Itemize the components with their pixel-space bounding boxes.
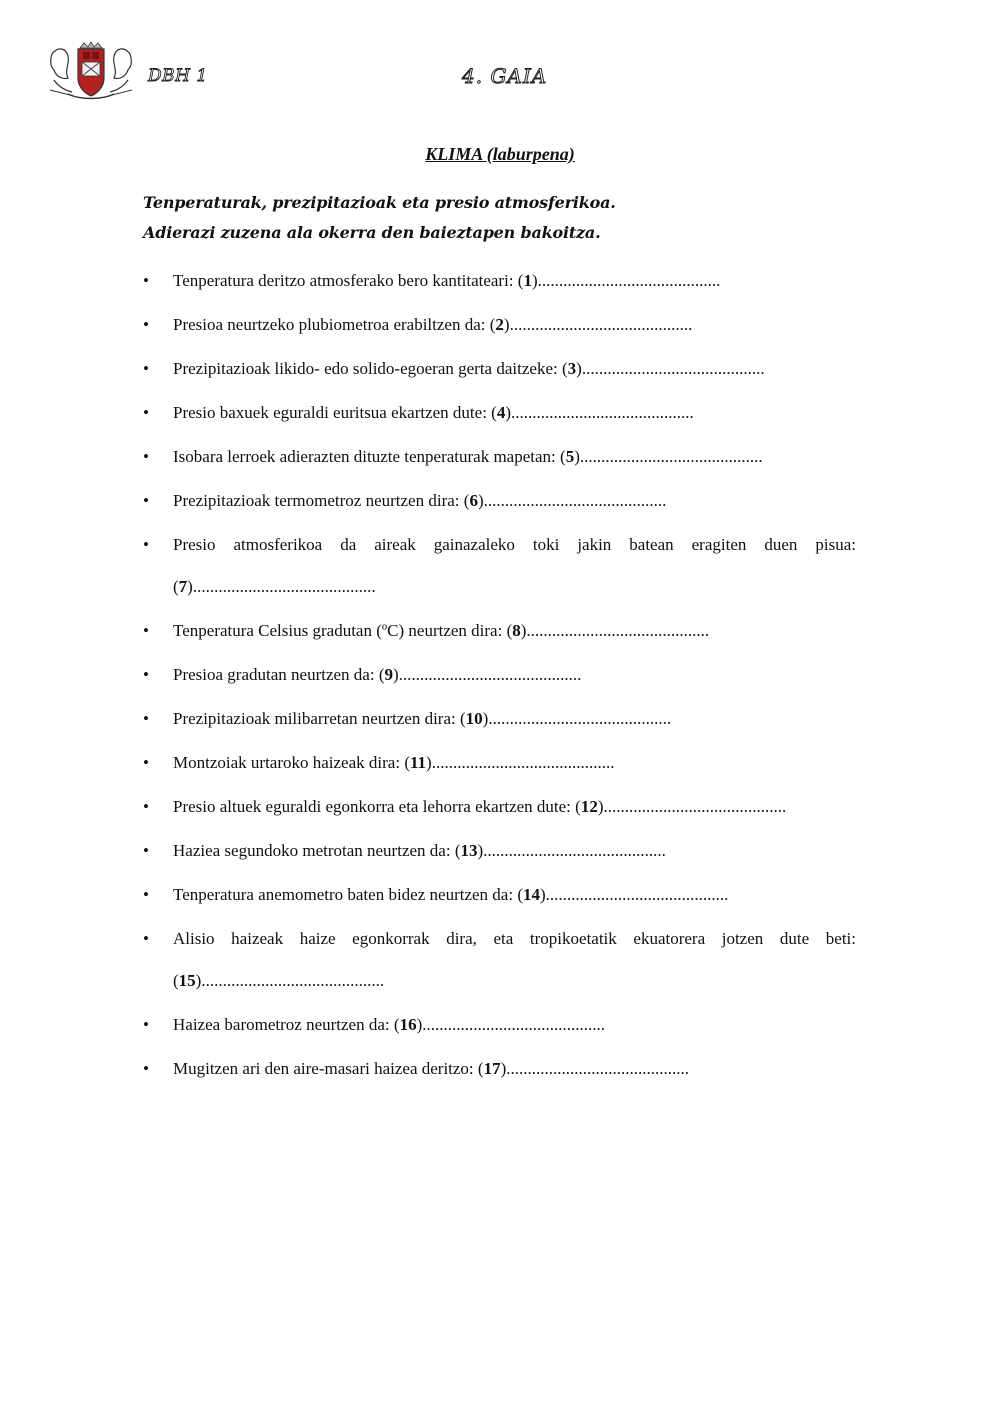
answer-blank[interactable]: ........................................... [483, 491, 667, 510]
subtitle-instruction: Adierazi zuzena ala okerra den baieztapen bakoitza. [143, 223, 601, 242]
bullet-icon: • [143, 885, 149, 904]
statement-text: Presioa gradutan neurtzen da: [173, 665, 379, 684]
answer-blank[interactable]: ........................................... [603, 797, 787, 816]
bullet-icon: • [143, 797, 149, 816]
statement-item: • Prezipitazioak milibarretan neurtzen dira: (10)........................................... [143, 709, 672, 728]
statement-number: 17 [483, 1059, 501, 1078]
answer-blank[interactable]: ........................................... [201, 971, 385, 990]
bullet-icon: • [143, 315, 149, 334]
statement-text: Tenperatura deritzo atmosferako bero kantitateari: [173, 271, 518, 290]
bullet-icon: • [143, 403, 149, 422]
statement-item: • Presio baxuek eguraldi euritsua ekartzen dute: (4)........................................... [143, 403, 694, 422]
statement-text: Prezipitazioak termometroz neurtzen dira: [173, 491, 464, 510]
statement-number: 8 [512, 621, 521, 640]
statement-number: 3 [567, 359, 577, 378]
statement-text: Presio baxuek eguraldi euritsua ekartzen dute: [173, 403, 492, 422]
statement-text: Presio atmosferikoa da aireak gainazaleko toki jakin batean eragiten duen pisua: [173, 535, 856, 554]
answer-blank[interactable]: ........................................... [431, 753, 615, 772]
statement-text: Mugitzen ari den aire-masari haizea deritzo: [173, 1059, 478, 1078]
answer-blank[interactable]: ........................................... [422, 1015, 605, 1034]
statement-number: 16 [399, 1015, 417, 1034]
statement-text: Tenperatura anemometro baten bidez neurtzen da: [173, 885, 518, 904]
statement-number: 13 [460, 841, 478, 860]
statement-text: Montzoiak urtaroko haizeak dira: [173, 753, 405, 772]
statement-text: Isobara lerroek adierazten dituzte tenperaturak mapetan: [173, 447, 561, 466]
statement-text: Haziea segundoko metrotan neurtzen da: [173, 841, 455, 860]
bullet-icon: • [143, 841, 149, 860]
statement-number: 5 [565, 447, 575, 466]
answer-blank[interactable]: ........................................... [509, 315, 693, 334]
answer-blank[interactable]: ........................................... [483, 841, 666, 860]
statement-number: 11 [409, 753, 427, 772]
statement-item: • Presioa gradutan neurtzen da: (9)........................................... [143, 665, 582, 684]
bullet-icon: • [143, 665, 149, 684]
statement-text: Prezipitazioak likido- edo solido-egoeran gerta daitzeke: [173, 359, 562, 378]
bullet-icon: • [143, 621, 149, 640]
answer-blank[interactable]: ........................................... [579, 447, 763, 466]
statement-item: • Prezipitazioak termometroz neurtzen dira: (6)........................................... [143, 491, 667, 510]
statement-number: 1 [523, 271, 532, 290]
statement-text: Presio altuek eguraldi egonkorra eta lehorra ekartzen dute: [173, 797, 576, 816]
bullet-icon: • [143, 535, 149, 554]
bullet-icon: • [143, 1059, 149, 1078]
statement-item: • Tenperatura anemometro baten bidez neurtzen da: (14)........................................... [143, 885, 729, 904]
statement-item: • Montzoiak urtaroko haizeak dira: (11)........................................... [143, 753, 615, 772]
bullet-icon: • [143, 359, 149, 378]
grade-level-label: DBH 1 [148, 66, 208, 86]
answer-blank[interactable]: ........................................... [192, 577, 376, 596]
statement-number: 12 [580, 797, 598, 816]
bullet-icon: • [143, 1015, 149, 1034]
bullet-icon: • [143, 271, 149, 290]
school-crest-logo [48, 40, 134, 102]
answer-blank[interactable]: ........................................... [545, 885, 729, 904]
statement-number: 10 [465, 709, 483, 728]
answer-blank[interactable]: ........................................... [581, 359, 765, 378]
statement-number: 4 [496, 403, 506, 422]
answer-blank[interactable]: ........................................... [488, 709, 672, 728]
answer-blank[interactable]: ........................................... [537, 271, 721, 290]
answer-blank[interactable]: ........................................... [506, 1059, 689, 1078]
statement-number: 6 [469, 491, 478, 510]
answer-blank[interactable]: ........................................... [511, 403, 694, 422]
statement-list [143, 270, 856, 1102]
statement-number: 2 [495, 315, 504, 334]
bullet-icon: • [143, 929, 149, 948]
statement-item: • Mugitzen ari den aire-masari haizea deritzo: (17)........................................... [143, 1059, 689, 1078]
statement-item: • Presio altuek eguraldi egonkorra eta lehorra ekartzen dute: (12)........................................... [143, 797, 787, 816]
statement-text: Tenperatura Celsius gradutan (ºC) neurtzen dira: [173, 621, 507, 640]
answer-blank[interactable]: ........................................... [526, 621, 710, 640]
statement-number: 15 [178, 971, 196, 990]
document-title: KLIMA (laburpena) [425, 144, 575, 164]
statement-item: • Prezipitazioak likido- edo solido-egoeran gerta daitzeke: (3)........................................... [143, 359, 765, 378]
statement-text: Presioa neurtzeko plubiometroa erabiltzen da: [173, 315, 490, 334]
statement-text: Alisio haizeak haize egonkorrak dira, eta tropikoetatik ekuatorera jotzen dute beti: [173, 929, 856, 948]
subtitle-topic: Tenperaturak, prezipitazioak eta presio atmosferikoa. [143, 193, 616, 212]
statement-item: • Haziea segundoko metrotan neurtzen da: (13)........................................... [143, 841, 666, 860]
bullet-icon: • [143, 753, 149, 772]
answer-blank[interactable]: ........................................... [398, 665, 582, 684]
statement-item: • Alisio haizeak haize egonkorrak dira, eta tropikoetatik ekuatorera jotzen dute beti: (15)........................................... [143, 918, 856, 1002]
statement-item: • Isobara lerroek adierazten dituzte tenperaturak mapetan: (5)........................................... [143, 447, 763, 466]
statement-number: 9 [384, 665, 393, 684]
statement-item: • Presioa neurtzeko plubiometroa erabiltzen da: (2)........................................... [143, 315, 693, 334]
bullet-icon: • [143, 709, 149, 728]
statement-text: Haizea barometroz neurtzen da: [173, 1015, 394, 1034]
statement-number: 14 [522, 885, 540, 904]
bullet-icon: • [143, 491, 149, 510]
statement-item: • Haizea barometroz neurtzen da: (16)........................................... [143, 1015, 605, 1034]
statement-item: • Presio atmosferikoa da aireak gainazaleko toki jakin batean eragiten duen pisua: (7)........................................... [143, 524, 856, 608]
unit-label: 4. GAIA [462, 64, 548, 88]
statement-item: • Tenperatura deritzo atmosferako bero kantitateari: (1)........................................... [143, 271, 721, 290]
bullet-icon: • [143, 447, 149, 466]
page-header [0, 0, 1000, 110]
statement-item: • Tenperatura Celsius gradutan (ºC) neurtzen dira: (8)........................................... [143, 621, 710, 640]
statement-number: 7 [178, 577, 188, 596]
statement-text: Prezipitazioak milibarretan neurtzen dira: [173, 709, 460, 728]
